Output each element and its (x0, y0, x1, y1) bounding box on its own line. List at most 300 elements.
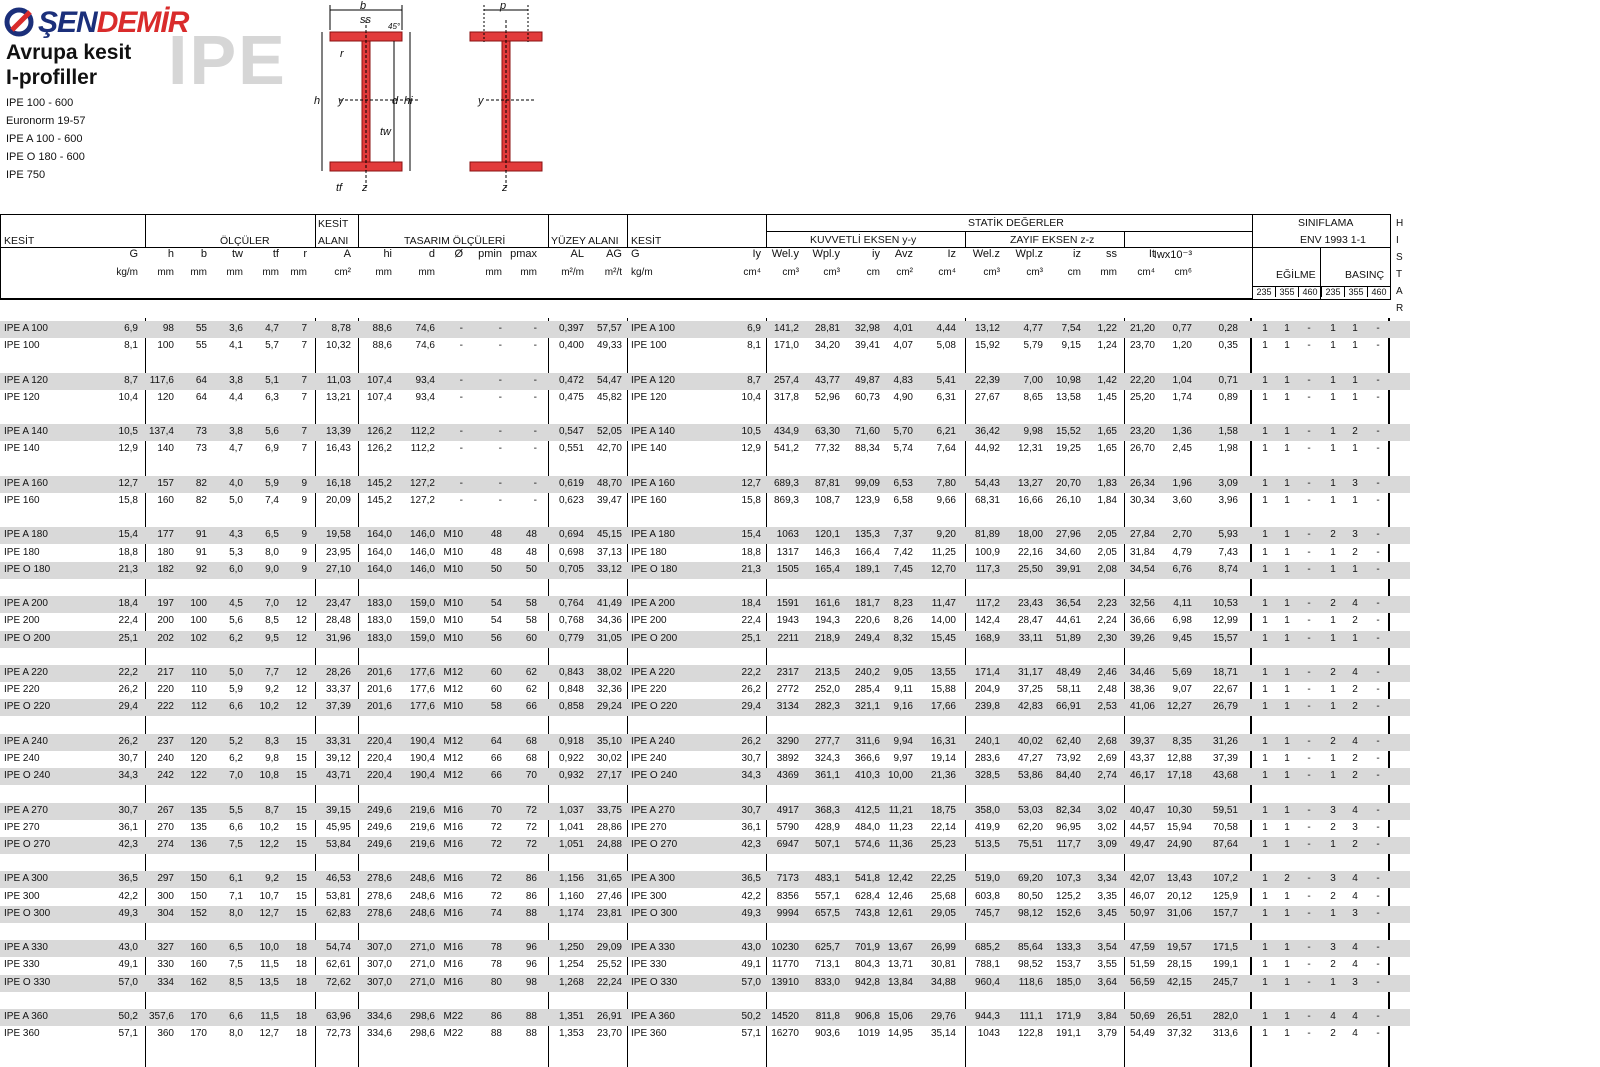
col-header-symbol: G (129, 248, 138, 260)
table-cell: 1 (1352, 443, 1358, 455)
table-cell: 117,7 (1056, 839, 1081, 850)
table-cell: 60 (490, 667, 502, 678)
table-cell: 88 (525, 1011, 537, 1022)
table-cell: 6,0 (229, 563, 243, 575)
table-cell: 13,39 (325, 426, 351, 438)
table-cell: M16 (443, 942, 463, 954)
table-cell: 0,71 (1218, 374, 1238, 386)
table-cell: 307,0 (366, 959, 392, 971)
table-cell: 366,6 (854, 753, 880, 764)
table-cell: 25,1 (118, 632, 138, 644)
table-cell: 126,2 (366, 443, 392, 455)
table-cell: - (1307, 735, 1311, 747)
table-cell: 29,05 (930, 907, 956, 919)
table-cell: 30,7 (741, 804, 761, 816)
table-cell: 4,11 (1173, 598, 1192, 610)
table-cell: 25,52 (596, 959, 622, 971)
table-cell: 833,0 (814, 976, 840, 988)
table-cell: 31,06 (1166, 907, 1192, 919)
table-cell: - (1376, 976, 1380, 988)
table-cell: 2 (1284, 873, 1290, 885)
table-cell: 27,67 (974, 391, 1000, 403)
table-cell: 46,17 (1129, 770, 1155, 782)
table-cell: 136 (190, 839, 207, 850)
table-cell: 1 (1262, 753, 1268, 764)
table-cell: 62,83 (325, 907, 351, 919)
table-cell: 11,25 (931, 546, 956, 558)
table-cell: 9,94 (893, 735, 913, 747)
table-cell: 5,41 (936, 374, 956, 386)
table-cell: - (1307, 976, 1311, 988)
table-cell: 152,6 (1055, 907, 1081, 919)
table-cell: - (1376, 839, 1380, 850)
table-cell: 43,77 (814, 374, 840, 386)
table-cell: 0,764 (558, 598, 584, 610)
table-cell: 8,5 (265, 615, 279, 627)
table-cell: 8,0 (229, 907, 243, 919)
table-cell: IPE A 360 (631, 1011, 675, 1022)
table-cell: 39,26 (1129, 632, 1155, 644)
table-cell: 1 (1262, 426, 1268, 438)
side-letter: R (1396, 303, 1404, 314)
table-cell: 1 (1284, 959, 1290, 971)
table-cell: 4 (1352, 959, 1358, 971)
table-cell: IPE 100 (4, 340, 40, 352)
table-cell: 7,43 (1218, 546, 1238, 558)
table-cell: 1,22 (1097, 323, 1117, 334)
table-cell: 4,4 (229, 391, 243, 403)
table-cell: 278,6 (366, 873, 392, 885)
table-cell: IPE 180 (631, 546, 667, 558)
table-cell: 107,2 (1212, 873, 1238, 885)
table-cell: 1 (1262, 632, 1268, 644)
table-cell: 165,4 (814, 563, 840, 575)
table-cell: 1 (1262, 1028, 1268, 1040)
table-cell: 0,400 (558, 340, 584, 352)
sendemir-logo-icon (4, 4, 38, 38)
table-cell: 300 (157, 890, 174, 902)
table-cell: 15 (295, 821, 307, 833)
table-cell: 49,33 (596, 340, 622, 352)
table-cell: 11,36 (888, 839, 913, 850)
table-row (0, 441, 1410, 458)
table-cell: - (1376, 684, 1380, 696)
table-row (0, 1026, 1410, 1043)
hdr-kesit: KESİT (4, 235, 35, 247)
brand-name (38, 6, 188, 40)
table-cell: 11,5 (260, 1011, 279, 1022)
table-cell: 112,2 (410, 443, 435, 455)
table-cell: 22,4 (741, 615, 761, 627)
table-cell: 75,51 (1017, 839, 1043, 850)
table-cell: IPE A 200 (631, 598, 675, 610)
table-cell: 6,6 (229, 701, 243, 713)
hdr-kesit-alani-2: ALANI (318, 235, 349, 247)
table-cell: - (1376, 443, 1380, 455)
table-cell: 2 (1352, 546, 1358, 558)
table-cell: 100 (157, 340, 174, 352)
table-cell: 93,4 (415, 374, 435, 386)
table-cell: 42,2 (118, 890, 138, 902)
table-cell: 1 (1284, 477, 1290, 489)
table-cell: 71,60 (854, 426, 880, 438)
col-header-unit: mm (190, 267, 207, 278)
table-cell: 0,843 (558, 667, 584, 678)
table-cell: 43,0 (741, 942, 761, 954)
table-cell: 1019 (857, 1028, 880, 1040)
table-cell: 98 (525, 976, 537, 988)
table-cell: 4 (1352, 735, 1358, 747)
table-cell: 72 (490, 873, 502, 885)
table-cell: - (1376, 770, 1380, 782)
table-cell: 7,7 (265, 667, 279, 678)
table-cell: 43,0 (118, 942, 138, 954)
table-cell: 3,54 (1097, 942, 1117, 954)
table-cell: 3 (1352, 976, 1358, 988)
table-cell: 1 (1330, 374, 1336, 386)
table-cell: 2,48 (1097, 684, 1117, 696)
table-cell: 39,47 (596, 495, 622, 506)
table-cell: 6947 (776, 839, 799, 850)
table-cell: 164,0 (366, 529, 392, 541)
table-cell: - (1307, 529, 1311, 541)
grade-header: 355 (1275, 287, 1298, 297)
table-cell: 12,46 (887, 890, 913, 902)
table-cell: 8,7 (124, 374, 138, 386)
col-header-unit: cm² (896, 267, 913, 278)
table-cell: - (533, 374, 537, 386)
table-cell: IPE 120 (631, 391, 667, 403)
range-item: IPE A 100 - 600 (6, 133, 83, 145)
table-cell: IPE 200 (631, 615, 667, 627)
column-headers (0, 248, 1403, 288)
table-cell: 54 (490, 615, 502, 627)
table-cell: 1,84 (1097, 495, 1117, 506)
table-cell: 53,86 (1017, 770, 1043, 782)
table-cell: 1,250 (558, 942, 584, 954)
table-cell: 1 (1330, 684, 1336, 696)
table-cell: 50,2 (741, 1011, 761, 1022)
table-cell: 170 (190, 1028, 207, 1040)
table-cell: 298,6 (409, 1028, 435, 1040)
table-cell: 15 (295, 890, 307, 902)
table-cell: - (1307, 1011, 1311, 1022)
col-header-unit: cm⁴ (1137, 267, 1155, 278)
table-cell: 159,0 (409, 598, 435, 610)
table-cell: IPE 270 (4, 821, 40, 833)
table-cell: 12,31 (1017, 443, 1043, 455)
table-cell: 78 (490, 959, 502, 971)
table-cell: 42,70 (596, 443, 622, 455)
table-cell: 88,6 (372, 323, 392, 334)
table-cell: 361,1 (814, 770, 840, 782)
table-cell: 87,64 (1212, 839, 1238, 850)
table-cell: 18 (295, 976, 307, 988)
table-cell: 190,4 (409, 753, 435, 764)
table-cell: 483,1 (814, 873, 840, 885)
range-item: Euronorm 19-57 (6, 115, 86, 127)
table-cell: 1 (1330, 495, 1336, 506)
dim-label-tw: tw (380, 126, 391, 138)
table-cell: 199,1 (1212, 959, 1238, 971)
profile-table-body (0, 318, 1410, 1067)
table-cell: 220 (157, 684, 174, 696)
table-cell: - (1307, 684, 1311, 696)
table-cell: 9,97 (893, 753, 913, 764)
table-cell: 62,40 (1055, 735, 1081, 747)
table-cell: 242 (157, 770, 174, 782)
table-cell: 1,353 (558, 1028, 584, 1040)
table-cell: 218,9 (814, 632, 840, 644)
table-cell: 23,20 (1129, 426, 1155, 438)
table-cell: 22,24 (596, 976, 622, 988)
table-cell: 3,8 (229, 426, 243, 438)
col-header-unit: m²/m (561, 267, 584, 278)
table-cell: - (533, 426, 537, 438)
table-cell: 219,6 (409, 804, 435, 816)
table-cell: 44,57 (1129, 821, 1155, 833)
table-cell: 3,79 (1097, 1028, 1117, 1040)
table-cell: 3 (1330, 942, 1336, 954)
table-cell: 63,96 (325, 1011, 351, 1022)
table-cell: 133,3 (1055, 942, 1081, 954)
col-header-symbol: pmax (510, 248, 537, 260)
table-cell: 4,44 (936, 323, 956, 334)
table-cell: 120 (190, 753, 207, 764)
table-cell: 201,6 (366, 701, 392, 713)
table-cell: 48 (525, 529, 537, 541)
table-cell: 410,3 (854, 770, 880, 782)
table-cell: 3,02 (1097, 804, 1117, 816)
table-cell: M12 (443, 753, 463, 764)
table-cell: - (1307, 632, 1311, 644)
hdr-statik: STATİK DEĞERLER (968, 217, 1064, 229)
table-cell: 2 (1330, 1028, 1336, 1040)
table-cell: 13,84 (887, 976, 913, 988)
table-cell: 13910 (771, 976, 799, 988)
table-cell: 52,05 (596, 426, 622, 438)
table-cell: 62,61 (325, 959, 351, 971)
table-cell: 34,3 (118, 770, 138, 782)
table-cell: 7,4 (265, 495, 279, 506)
table-cell: 2,05 (1097, 546, 1117, 558)
table-cell: - (1376, 821, 1380, 833)
table-cell: 142,4 (974, 615, 1000, 627)
dim-label-r: r (340, 48, 344, 60)
table-cell: 1,24 (1097, 340, 1117, 352)
table-cell: IPE 220 (631, 684, 667, 696)
table-cell: 49,1 (741, 959, 761, 971)
table-cell: 19,57 (1166, 942, 1192, 954)
table-cell: - (498, 477, 502, 489)
table-cell: 183,0 (366, 615, 392, 627)
table-cell: 2,69 (1097, 753, 1117, 764)
hdr-yuzey: YÜZEY ALANI (551, 235, 619, 247)
table-cell: 74 (490, 907, 502, 919)
table-cell: 12 (295, 632, 307, 644)
table-cell: 17,66 (930, 701, 956, 713)
table-cell: - (498, 323, 502, 334)
table-cell: 4,0 (229, 477, 243, 489)
table-cell: 152 (190, 907, 207, 919)
table-cell: 277,7 (814, 735, 840, 747)
grade-header: 460 (1367, 287, 1390, 297)
table-cell: 68,31 (974, 495, 1000, 506)
table-cell: 9 (301, 529, 307, 541)
table-cell: 271,0 (409, 942, 435, 954)
table-cell: 80,50 (1017, 890, 1043, 902)
table-cell: 16,66 (1017, 495, 1043, 506)
table-cell: 513,5 (974, 839, 1000, 850)
table-cell: 26,2 (741, 684, 761, 696)
table-cell: 26,99 (930, 942, 956, 954)
table-cell: IPE A 220 (631, 667, 675, 678)
table-cell: 7 (301, 340, 307, 352)
table-cell: IPE 120 (4, 391, 40, 403)
table-cell: 54,74 (325, 942, 351, 954)
table-cell: 1 (1330, 443, 1336, 455)
table-cell: 30,7 (741, 753, 761, 764)
table-cell: - (1376, 907, 1380, 919)
table-cell: 73,92 (1055, 753, 1081, 764)
table-cell: - (459, 374, 463, 386)
table-cell: - (1376, 873, 1380, 885)
table-cell: 96 (525, 942, 537, 954)
table-cell: 4 (1352, 1011, 1358, 1022)
dim-label-hi: hi (404, 95, 413, 107)
table-cell: 150 (190, 873, 207, 885)
table-cell: - (1307, 942, 1311, 954)
table-cell: 9,15 (1061, 340, 1081, 352)
table-cell: 182 (157, 563, 174, 575)
table-cell: 1 (1262, 821, 1268, 833)
table-cell: 10,4 (741, 391, 761, 403)
table-cell: IPE O 220 (4, 701, 51, 713)
table-cell: 9,2 (265, 684, 279, 696)
table-cell: 27,46 (596, 890, 622, 902)
hdr-olculer: ÖLÇÜLER (220, 235, 270, 247)
table-cell: 240,2 (854, 667, 880, 678)
table-cell: 9994 (776, 907, 799, 919)
side-letter: I (1396, 235, 1399, 246)
table-cell: 26,2 (741, 735, 761, 747)
table-cell: M22 (443, 1011, 463, 1022)
table-cell: - (1307, 598, 1311, 610)
table-cell: 18 (295, 1028, 307, 1040)
table-cell: 1 (1284, 839, 1290, 850)
table-cell: 0,475 (558, 391, 584, 403)
table-cell: IPE O 200 (631, 632, 678, 644)
table-cell: 29,76 (930, 1011, 956, 1022)
table-cell: - (459, 391, 463, 403)
table-cell: 7 (301, 374, 307, 386)
table-cell: 4 (1352, 1028, 1358, 1040)
table-cell: 43,37 (1129, 753, 1155, 764)
table-cell: 189,1 (854, 563, 880, 575)
table-cell: 69,20 (1017, 873, 1043, 885)
table-cell: 0,89 (1218, 391, 1238, 403)
table-cell: 42,3 (741, 839, 761, 850)
table-cell: 9,2 (265, 873, 279, 885)
table-row (0, 338, 1410, 355)
table-cell: - (459, 426, 463, 438)
table-cell: 8,3 (265, 735, 279, 747)
table-cell: M10 (443, 701, 463, 713)
table-cell: 96,95 (1055, 821, 1081, 833)
table-cell: - (459, 477, 463, 489)
table-cell: 86 (525, 873, 537, 885)
grade-header: 235 (1321, 287, 1344, 297)
table-cell: 4,1 (229, 340, 243, 352)
table-cell: IPE 240 (4, 753, 40, 764)
table-cell: 27,17 (596, 770, 622, 782)
table-cell: 74,6 (415, 340, 435, 352)
table-cell: 34,88 (930, 976, 956, 988)
table-cell: - (1307, 563, 1311, 575)
table-cell: 1 (1330, 976, 1336, 988)
table-cell: - (1376, 1011, 1380, 1022)
table-cell: IPE 270 (631, 821, 667, 833)
table-cell: IPE O 240 (4, 770, 51, 782)
table-row (0, 527, 1410, 544)
table-cell: 13,5 (259, 976, 279, 988)
table-cell: 23,70 (596, 1028, 622, 1040)
table-cell: 22,14 (930, 821, 956, 833)
table-cell: 248,6 (409, 890, 435, 902)
table-cell: 57,0 (741, 976, 761, 988)
table-cell: 3,02 (1097, 821, 1117, 833)
table-cell: IPE A 220 (4, 667, 48, 678)
table-cell: 31,84 (1129, 546, 1155, 558)
col-header-symbol: Wel.z (972, 248, 1000, 260)
table-cell: 245,7 (1212, 976, 1238, 988)
table-cell: - (1307, 959, 1311, 971)
table-cell: 0,472 (558, 374, 584, 386)
table-cell: 2 (1330, 821, 1336, 833)
table-cell: 519,0 (974, 873, 1000, 885)
col-header-symbol: A (343, 248, 351, 260)
table-cell: IPE A 270 (4, 804, 48, 816)
table-cell: - (1376, 495, 1380, 506)
table-cell: - (1376, 340, 1380, 352)
table-cell: 1 (1330, 907, 1336, 919)
table-cell: 112,2 (410, 426, 435, 438)
range-item: IPE 100 - 600 (6, 97, 74, 109)
table-cell: IPE O 330 (631, 976, 678, 988)
dim-label-angle: 45° (388, 22, 401, 31)
table-cell: 23,47 (325, 598, 351, 610)
side-letter: T (1396, 269, 1403, 280)
table-cell: IPE A 360 (4, 1011, 48, 1022)
table-cell: IPE A 140 (4, 426, 48, 438)
table-cell: 64 (195, 391, 207, 403)
table-cell: IPE A 300 (4, 873, 48, 885)
table-cell: 12 (295, 667, 307, 678)
table-cell: 12,7 (118, 477, 138, 489)
table-cell: 15,06 (887, 1011, 913, 1022)
table-cell: 3,55 (1097, 959, 1117, 971)
table-cell: 5,2 (229, 735, 243, 747)
col-header-unit: cm⁴ (743, 267, 761, 278)
col-header-unit: cm² (334, 267, 351, 278)
table-cell: IPE A 140 (631, 426, 675, 438)
table-cell: 122 (190, 770, 207, 782)
table-cell: 4 (1352, 804, 1358, 816)
col-header-symbol: hi (383, 248, 392, 260)
table-cell: 1 (1262, 959, 1268, 971)
table-cell: 96 (525, 959, 537, 971)
table-cell: 1,268 (558, 976, 584, 988)
